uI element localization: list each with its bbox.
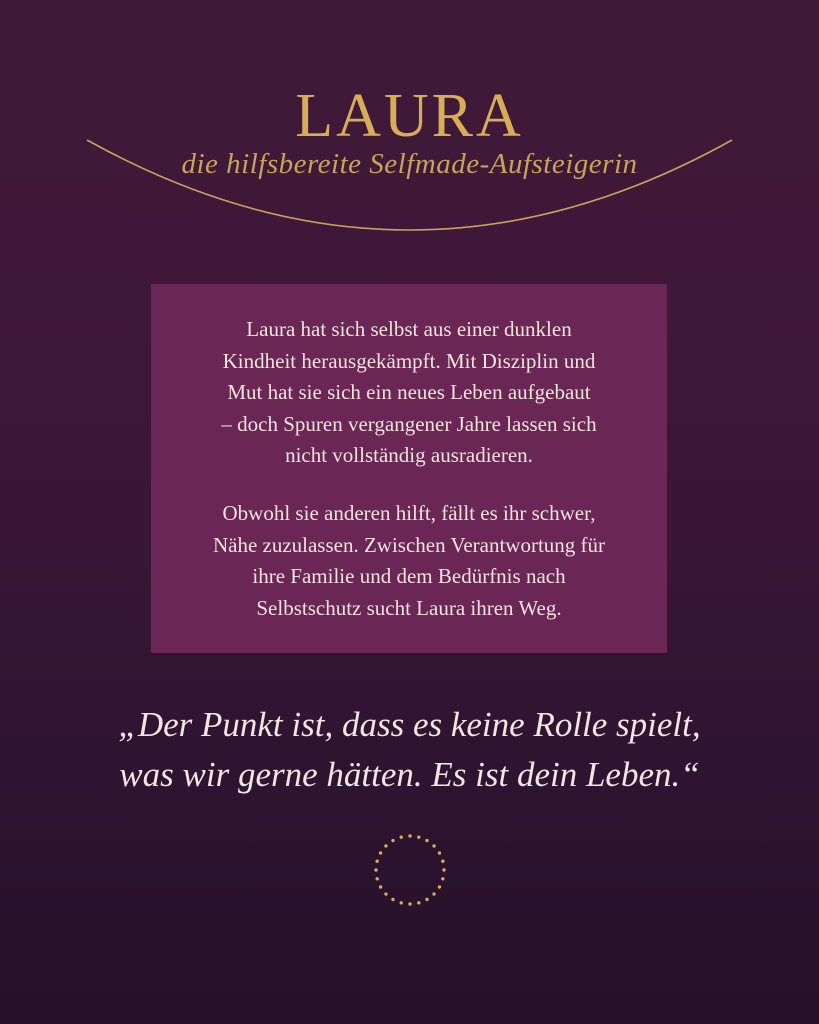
ornament-dot (400, 835, 403, 838)
page-title: LAURA (295, 82, 524, 150)
text-line: nicht vollständig ausradieren. (285, 443, 533, 467)
ornament-dot (379, 885, 382, 888)
ornament-dot (391, 898, 394, 901)
ornament-dot (417, 901, 420, 904)
ornament-dot (432, 844, 435, 847)
ornament-dot (425, 839, 428, 842)
ornament-dot (442, 868, 445, 871)
text-line: Kindheit herausgekämpft. Mit Disziplin und (222, 348, 596, 373)
ornament-dot (379, 851, 382, 854)
dotted-circle-icon (372, 832, 448, 908)
quote (0, 700, 819, 800)
text-line: Selbstschutz sucht Laura ihren Weg. (256, 595, 562, 620)
page-subtitle: die hilfsbereite Selfmade-Aufsteigerin (181, 148, 638, 180)
ornament-dot (374, 868, 377, 871)
quote-line: was wir gerne hätten. Es ist dein Leben.“ (119, 755, 700, 794)
ornament-dot (375, 860, 378, 863)
text-line: – doch Spuren vergangener Jahre lassen sich (221, 411, 597, 436)
ornament-dot (432, 892, 435, 895)
ornament-dot (438, 885, 441, 888)
text-line: Laura hat sich selbst aus einer dunklen (246, 317, 572, 341)
text-line: ihre Familie und dem Bedürfnis nach (252, 564, 566, 588)
text-line: Mut hat sie sich ein neues Leben aufgebaut (227, 380, 591, 404)
ornament-dot (408, 902, 411, 905)
ornament-dot (384, 892, 387, 895)
ornament-dot (441, 860, 444, 863)
ornament-dot (375, 877, 378, 880)
ornament-dot (391, 839, 394, 842)
text-line: Nähe zuzulassen. Zwischen Verantwortung für (212, 532, 606, 557)
ornament-dot (400, 901, 403, 904)
quote-line: „Der Punkt ist, dass es keine Rolle spielt, (118, 705, 701, 744)
description-card (151, 284, 667, 653)
text-line: Obwohl sie anderen hilft, fällt es ihr schwer, (222, 501, 596, 525)
ornament-dot (425, 898, 428, 901)
ornament-dot (384, 844, 387, 847)
description-paragraph-1 (151, 314, 667, 472)
description-paragraph-2 (151, 498, 667, 624)
ornament-dot (417, 835, 420, 838)
ornament-dot (408, 834, 411, 837)
ornament-dot (438, 851, 441, 854)
ornament-dot (441, 877, 444, 880)
